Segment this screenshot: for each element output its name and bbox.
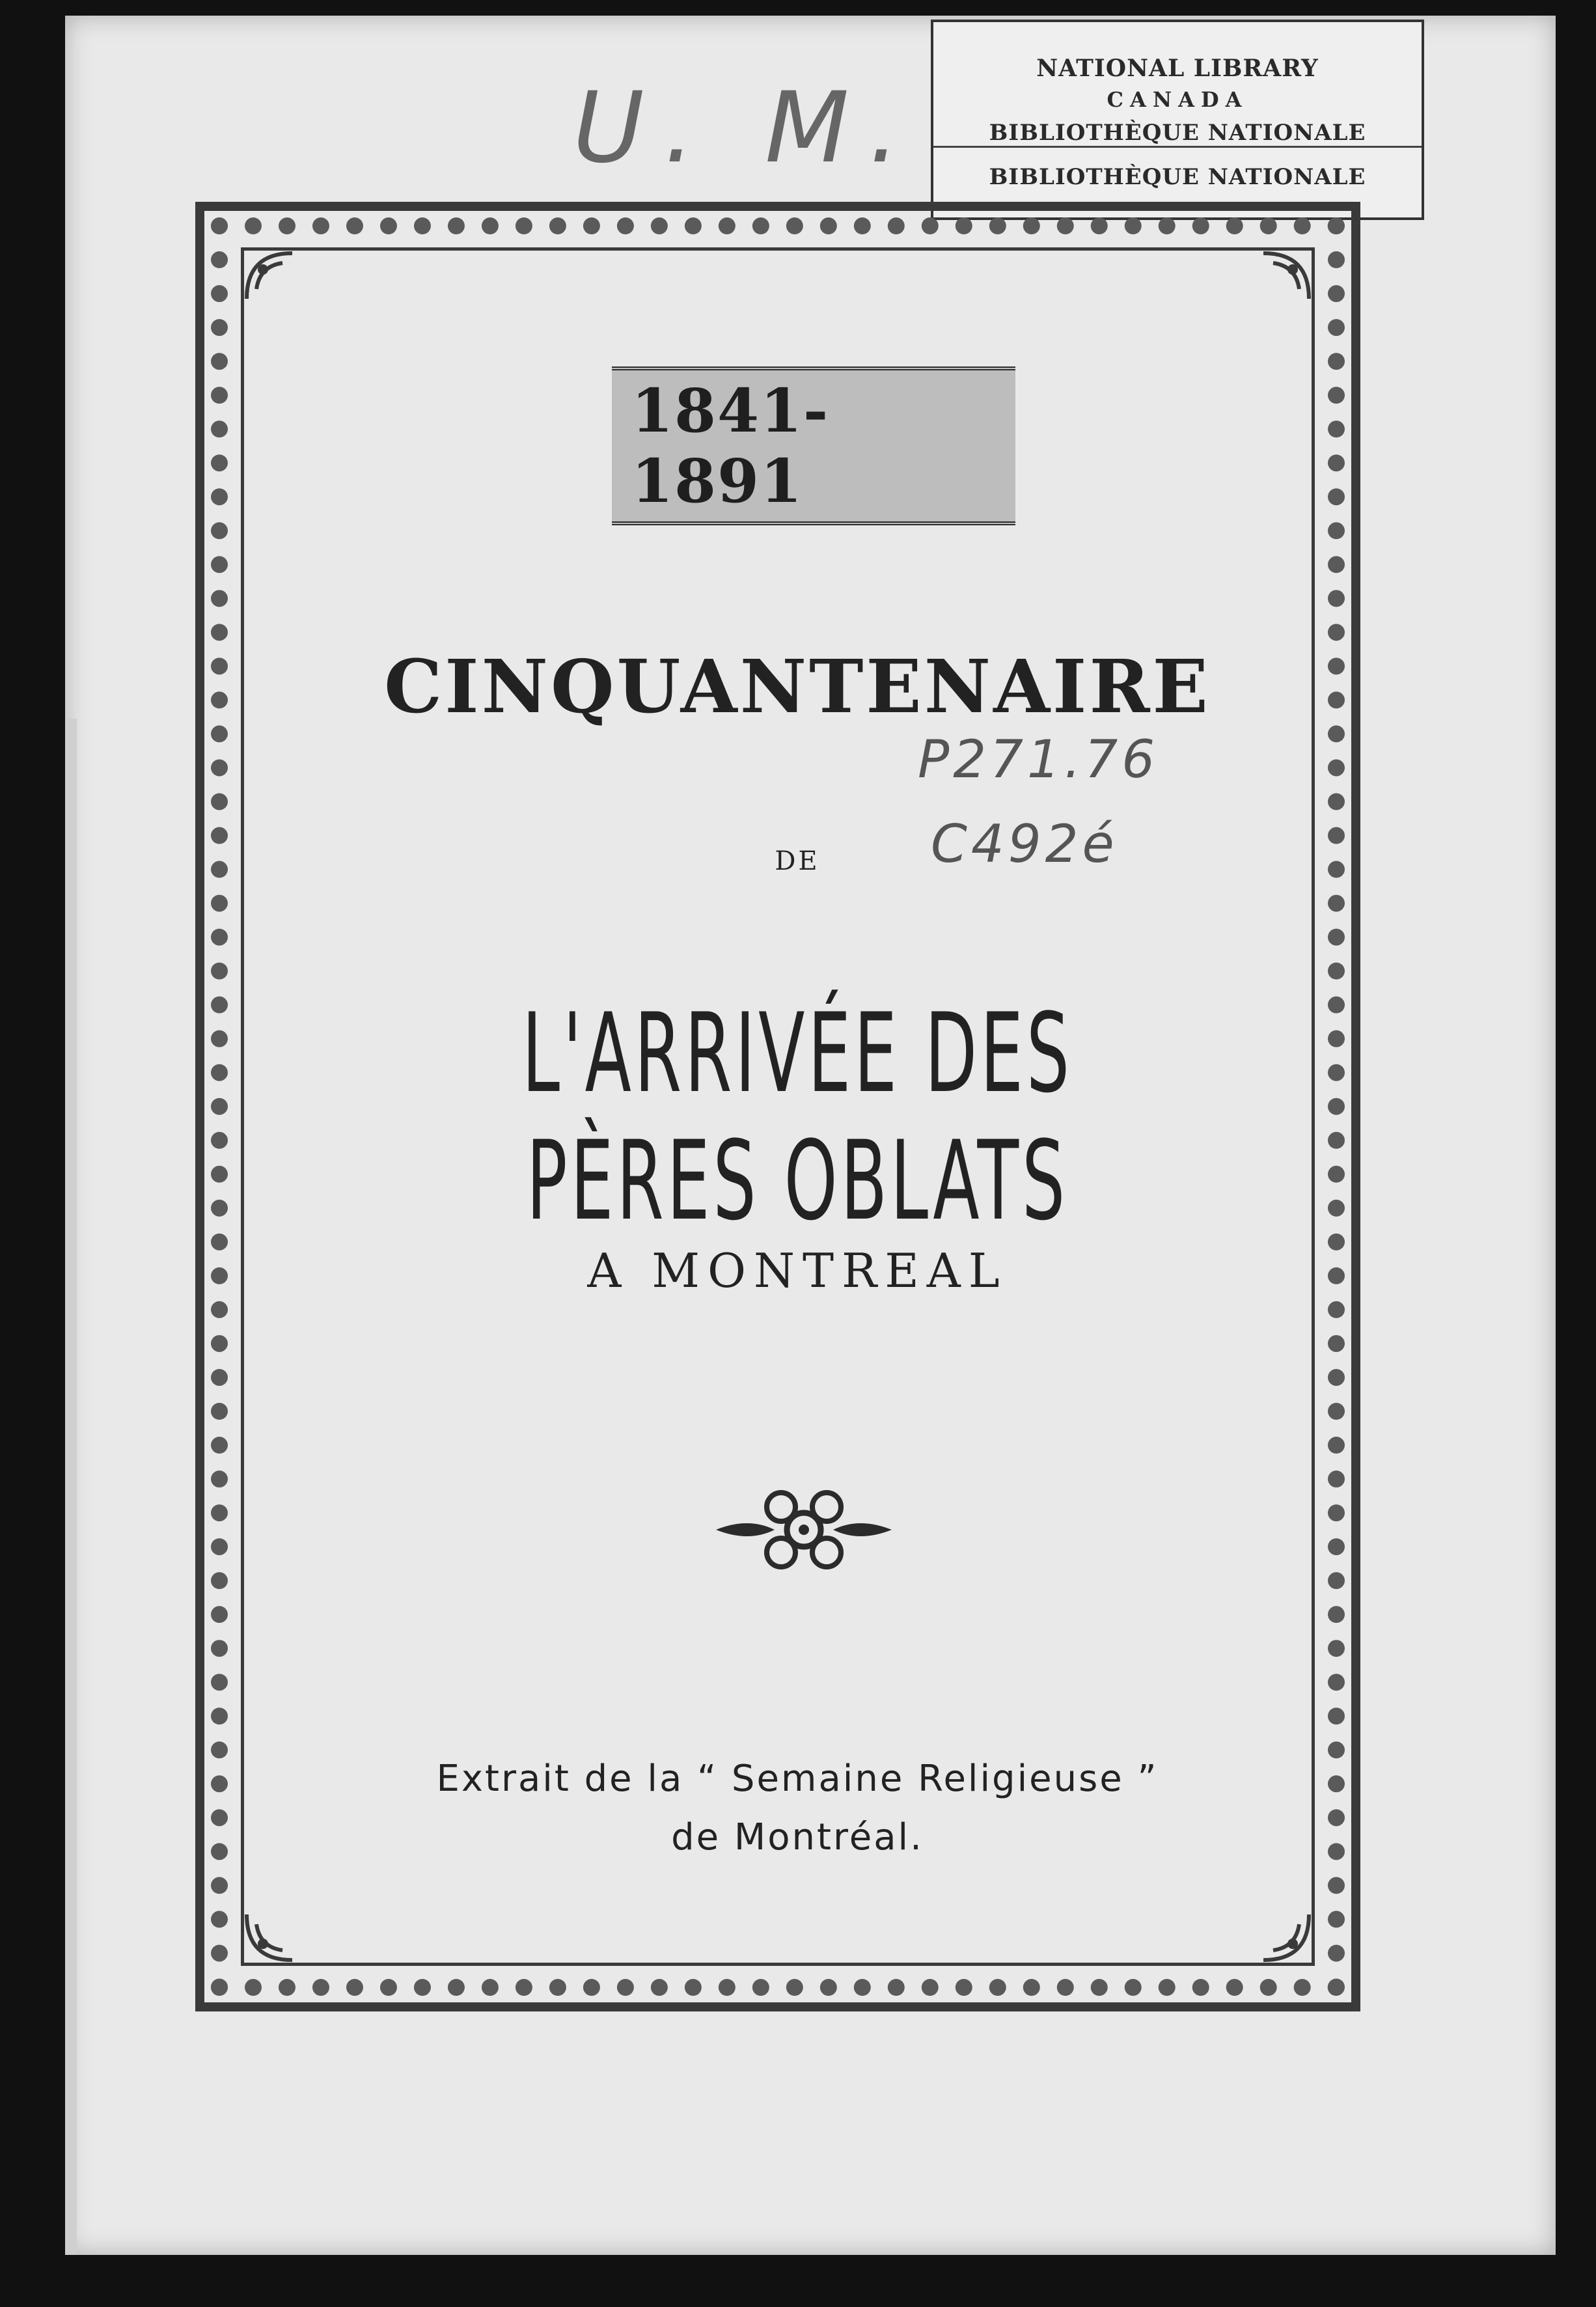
floral-ornament-icon bbox=[709, 1478, 898, 1582]
extract-source-line-2: de Montréal. bbox=[671, 1816, 924, 1858]
title-arrivee-peres-oblats: L'ARRIVÉE DES PÈRES OBLATS bbox=[522, 989, 1073, 1245]
dates-banner bbox=[612, 376, 1015, 516]
border-corner-ornament-icon bbox=[1260, 1911, 1312, 1963]
stamp-line-4: BIBLIOTHÈQUE NATIONALE bbox=[989, 164, 1366, 190]
title-a-montreal: A MONTREAL bbox=[587, 1243, 1008, 1298]
page-fold-edge bbox=[65, 719, 77, 2255]
handwritten-call-number-2: C492é bbox=[931, 814, 1118, 874]
border-corner-ornament-icon bbox=[1260, 250, 1312, 302]
handwritten-call-number-1: P271.76 bbox=[918, 729, 1159, 790]
handwritten-initials: U. M. bbox=[573, 72, 920, 185]
stamp-divider bbox=[933, 146, 1422, 148]
border-corner-ornament-icon bbox=[243, 250, 296, 302]
stamp-line-2: CANADA bbox=[1107, 87, 1248, 112]
extract-source-line-1: Extrait de la “ Semaine Religieuse ” bbox=[436, 1758, 1159, 1800]
library-stamp bbox=[931, 20, 1424, 220]
stamp-line-3: BIBLIOTHÈQUE NATIONALE bbox=[989, 120, 1366, 146]
border-corner-ornament-icon bbox=[243, 1911, 296, 1963]
stamp-line-1: NATIONAL LIBRARY bbox=[1036, 55, 1319, 82]
dates-text: 1841-1891 bbox=[612, 366, 1015, 525]
title-de: DE bbox=[775, 846, 820, 876]
title-cinquantenaire: CINQUANTENAIRE bbox=[384, 644, 1211, 730]
